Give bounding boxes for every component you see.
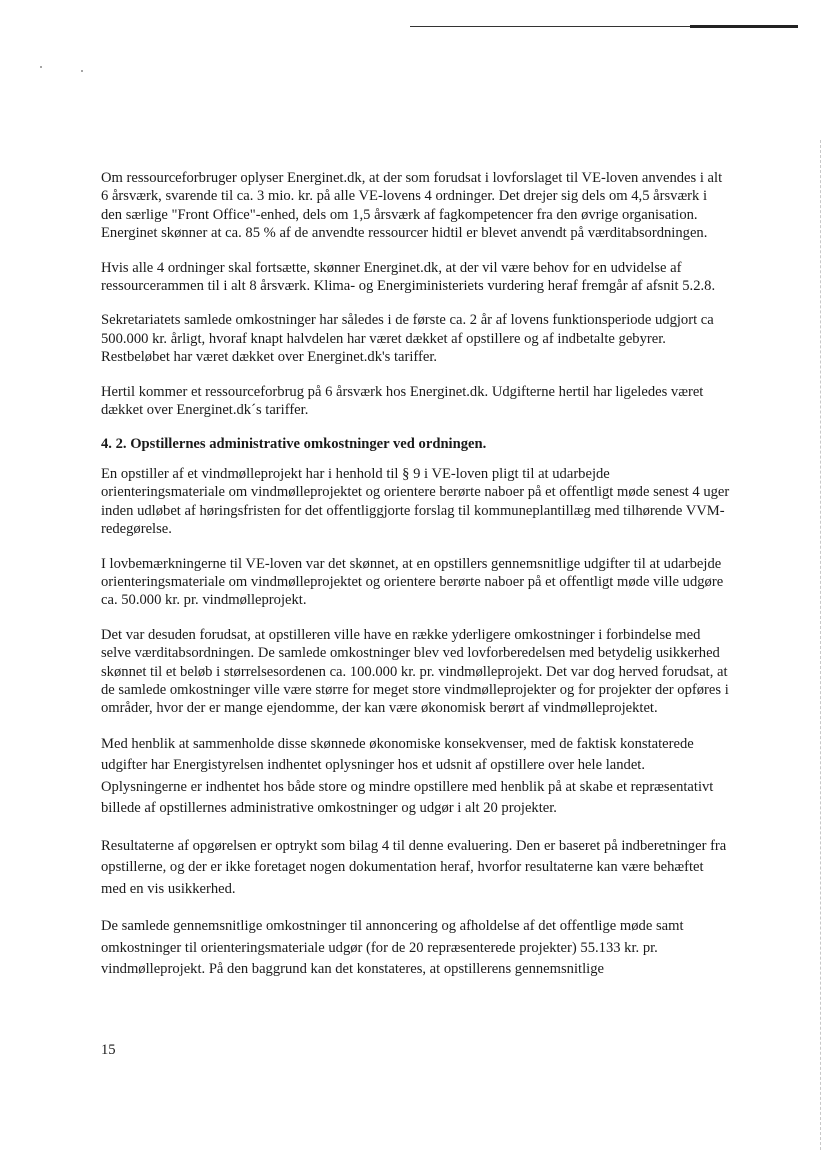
scan-edge xyxy=(820,140,821,1150)
paragraph-resource-consumption: Om ressourceforbruger oplyser Energinet.dk, at der som forudsat i lovforslaget til VE-loven anvendes i alt 6 årsværk, svarende til ca. 3 mio. kr. på alle VE-lovens 4 ordninger. Det drejer sig dels om 4,5 årsværk i den særlige "Front Office"-enhed, dels om 1,5 årsværk af fagkompetencer fra den øvrige organisation. Energinet skønner at ca. 85 % af de anvendte ressourcer hidtil er blevet anvendt på værditabsordningen. xyxy=(101,170,723,242)
paragraph-additional-costs: Det var desuden forudsat, at opstilleren ville have en række yderligere omkostninger i forbindelse med selve værditabsordningen. De samlede omkostninger blev ved lovforberedelsen med betydelig usikkerhed skønnet til et beløb i størrelsesordenen ca. 100.000 kr. pr. vindmølleprojekt. Det var dog herved forudsat, at de samlede omkostninger ville være større for meget store vindmølleprojekter og for projekter der opføres i områder, hvor der er mange ejendomme, der kan være økonomisk berørt af vindmølleprojektet. xyxy=(101,626,729,717)
paragraph-additional-consumption: Hertil kommer et ressourceforbrug på 6 årsværk hos Energinet.dk. Udgifterne hertil har ligeledes været dækket over Energinet.dk´s tariffer. xyxy=(101,383,704,419)
paragraph-survey: Med henblik at sammenholde disse skønnede økonomiske konsekvenser, med de faktisk konstaterede udgifter har Energistyrelsen indhentet oplysninger hos et udsnit af opstillere over hele landet. Oplysningerne er indhentet hos både store og mindre opstillere med henblik på at skabe et repræsentativt billede af opstillernes administrative omkostninger og udgør i alt 20 projekter. xyxy=(101,735,714,817)
page-number: 15 xyxy=(101,1042,116,1058)
paragraph-results: Resultaterne af opgørelsen er optrykt som bilag 4 til denne evaluering. Den er baseret på indberetninger fra opstillerne, og der er ikke foretaget nogen dokumentation heraf, hvorfor resultaterne kan være behæftet med en vis usikkerhed. xyxy=(101,837,727,897)
paragraph-resource-expansion: Hvis alle 4 ordninger skal fortsætte, skønner Energinet.dk, at der vil være behov for en udvidelse af ressourcerammen til i alt 8 årsværk. Klima- og Energiministeriets vurdering heraf fremgår af afsnit 5.2.8. xyxy=(101,259,716,295)
scan-speck xyxy=(40,66,42,68)
paragraph-secretariat-costs: Sekretariatets samlede omkostninger har således i de første ca. 2 år af lovens funktionsperiode udgjort ca 500.000 kr. årligt, hvoraf knapt halvdelen har været dækket af opstillere og af indbetalte gebyrer. Restbeløbet har været dækket over Energinet.dk's tariffer. xyxy=(101,312,714,366)
header-rule-accent xyxy=(690,25,798,28)
paragraph-total-costs: De samlede gennemsnitlige omkostninger til annoncering og afholdelse af det offentlige møde samt omkostninger til orienteringsmateriale udgør (for de 20 repræsenterede projekter) 55.133 kr. pr. vindmølleprojekt. På den baggrund kan det konstateres, at opstillerens gennemsnitlige xyxy=(101,918,684,978)
scan-speck xyxy=(81,70,83,72)
paragraph-estimate: I lovbemærkningerne til VE-loven var det skønnet, at en opstillers gennemsnitlige udgifter til at udarbejde orienteringsmateriale om vindmølleprojektet og orientere berørte naboer på et offentligt møde ville udgøre ca. 50.000 kr. pr. vindmølleprojekt. xyxy=(101,555,724,609)
paragraph-obligation: En opstiller af et vindmølleprojekt har i henhold til § 9 i VE-loven pligt til at udarbejde orienteringsmateriale om vindmølleprojektet og orientere berørte naboer på et offentligt møde senest 4 uger inden udløbet af høringsfristen for det offentliggjorte forslag til kommuneplantillæg med tilhørende VVM-redegørelse. xyxy=(101,465,730,538)
section-heading: 4. 2. Opstillernes administrative omkostninger ved ordningen. xyxy=(101,436,487,453)
document-body xyxy=(101,169,731,997)
